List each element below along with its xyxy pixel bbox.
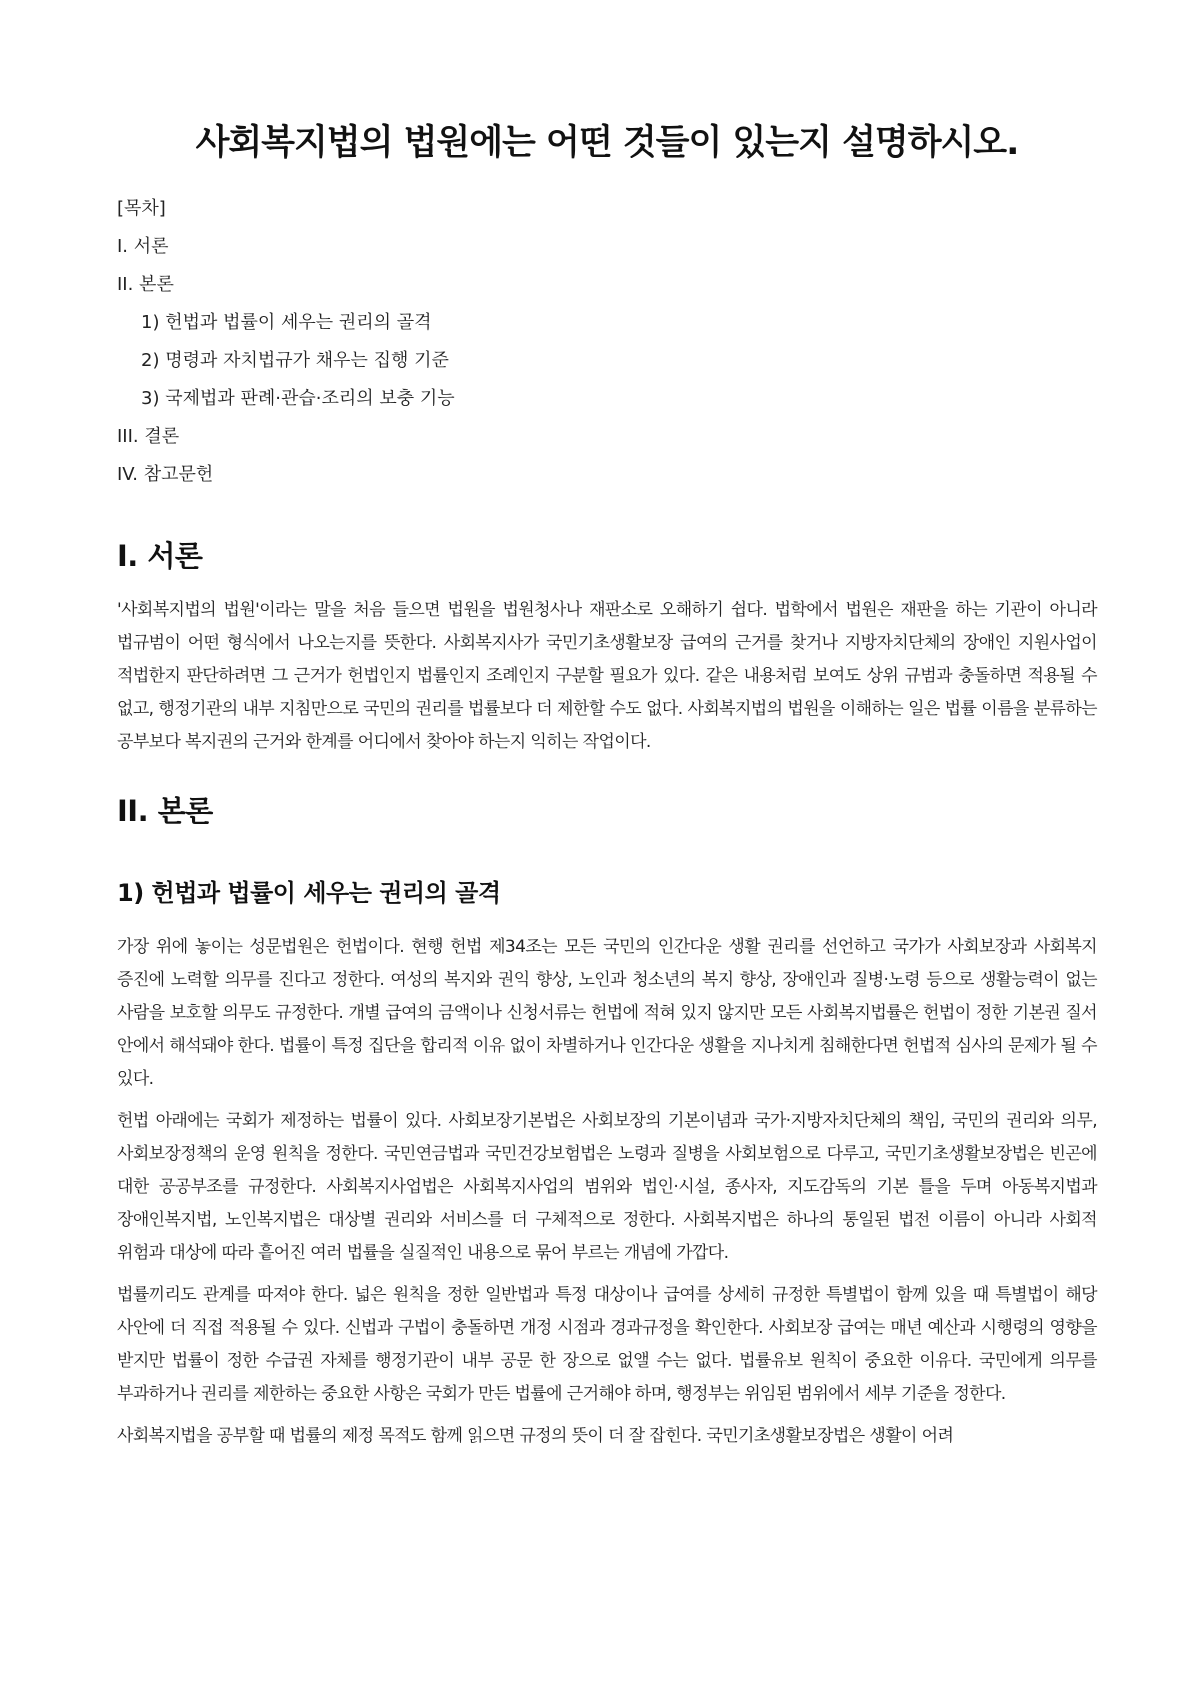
section-intro [117, 536, 1097, 759]
toc-item-references: IV. 참고문헌 [117, 464, 214, 485]
document-title: 사회복지법의 법원에는 어떤 것들이 있는지 설명하시오. [195, 123, 1019, 163]
body-paragraph: 법률끼리도 관계를 따져야 한다. 넓은 원칙을 정한 일반법과 특정 대상이나 급여를 상세히 규정한 특별법이 함께 있을 때 특별법이 해당 사안에 더 직접 적용될 수 있다. 신법과 구법이 충돌하면 개정 시점과 경과규정을 확인한다. 사회보장 급여는 매년 예산과 시행령의 영향을 받지만 법률이 정한 수급권 자체를 행정기관이 내부 공문 한 장으로 없앨 수는 없다. 법률유보 원칙이 중요한 이유다. 국민에게 의무를 부과하거나 권리를 제한하는 중요한 사항은 국회가 만든 법률에 근거해야 하며, 행정부는 위임된 범위에서 세부 기준을 정한다. [117, 1285, 1097, 1404]
toc-item-body-3: 3) 국제법과 판례·관습·조리의 보충 기능 [141, 388, 455, 409]
section-heading-body: II. 본론 [117, 794, 213, 828]
subsection-heading-1: 1) 헌법과 법률이 세우는 권리의 골격 [117, 879, 501, 907]
body-paragraph: 사회복지법을 공부할 때 법률의 제정 목적도 함께 읽으면 규정의 뜻이 더 잘 잡힌다. 국민기초생활보장법은 생활이 어려 [117, 1426, 954, 1446]
document-page [117, 0, 1097, 1453]
toc-item-intro: I. 서론 [117, 236, 169, 257]
section-heading-intro: I. 서론 [117, 539, 203, 573]
toc-item-body-2: 2) 명령과 자치법규가 채우는 집행 기준 [141, 350, 449, 371]
table-of-contents [117, 190, 1097, 494]
body-paragraph: 헌법 아래에는 국회가 제정하는 법률이 있다. 사회보장기본법은 사회보장의 기본이념과 국가·지방자치단체의 책임, 국민의 권리와 의무, 사회보장정책의 운영 원칙을 정한다. 국민연금법과 국민건강보험법은 노령과 질병을 사회보험으로 다루고, 국민기초생활보장법은 빈곤에 대한 공공부조를 규정한다. 사회복지사업법은 사회복지사업의 범위와 법인·시설, 종사자, 지도감독의 기본 틀을 두며 아동복지법과 장애인복지법, 노인복지법은 대상별 권리와 서비스를 더 구체적으로 정한다. 사회복지법은 하나의 통일된 법전 이름이 아니라 사회적 위험과 대상에 따라 흩어진 여러 법률을 실질적인 내용으로 묶어 부르는 개념에 가깝다. [117, 1111, 1097, 1263]
toc-item-body-1: 1) 헌법과 법률이 세우는 권리의 골격 [141, 312, 432, 333]
toc-item-conclusion: III. 결론 [117, 426, 180, 447]
section-body [117, 791, 1097, 1453]
body-paragraph: 가장 위에 놓이는 성문법원은 헌법이다. 현행 헌법 제34조는 모든 국민의 인간다운 생활 권리를 선언하고 국가가 사회보장과 사회복지 증진에 노력할 의무를 진다고 정한다. 여성의 복지와 권익 향상, 노인과 청소년의 복지 향상, 장애인과 질병·노령 등으로 생활능력이 없는 사람을 보호할 의무도 규정한다. 개별 급여의 금액이나 신청서류는 헌법에 적혀 있지 않지만 모든 사회복지법률은 헌법이 정한 기본권 질서 안에서 해석돼야 한다. 법률이 특정 집단을 합리적 이유 없이 차별하거나 인간다운 생활을 지나치게 침해한다면 헌법적 심사의 문제가 될 수 있다. [117, 937, 1097, 1089]
intro-paragraph: '사회복지법의 법원'이라는 말을 처음 들으면 법원을 법원청사나 재판소로 오해하기 쉽다. 법학에서 법원은 재판을 하는 기관이 아니라 법규범이 어떤 형식에서 나오는지를 뜻한다. 사회복지사가 국민기초생활보장 급여의 근거를 찾거나 지방자치단체의 장애인 지원사업이 적법한지 판단하려면 그 근거가 헌법인지 법률인지 조례인지 구분할 필요가 있다. 같은 내용처럼 보여도 상위 규범과 충돌하면 적용될 수 없고, 행정기관의 내부 지침만으로 국민의 권리를 법률보다 더 제한할 수도 없다. 사회복지법의 법원을 이해하는 일은 법률 이름을 분류하는 공부보다 복지권의 근거와 한계를 어디에서 찾아야 하는지 익히는 작업이다. [117, 600, 1097, 752]
toc-item-body: II. 본론 [117, 274, 174, 295]
toc-heading: [목차] [117, 198, 166, 219]
